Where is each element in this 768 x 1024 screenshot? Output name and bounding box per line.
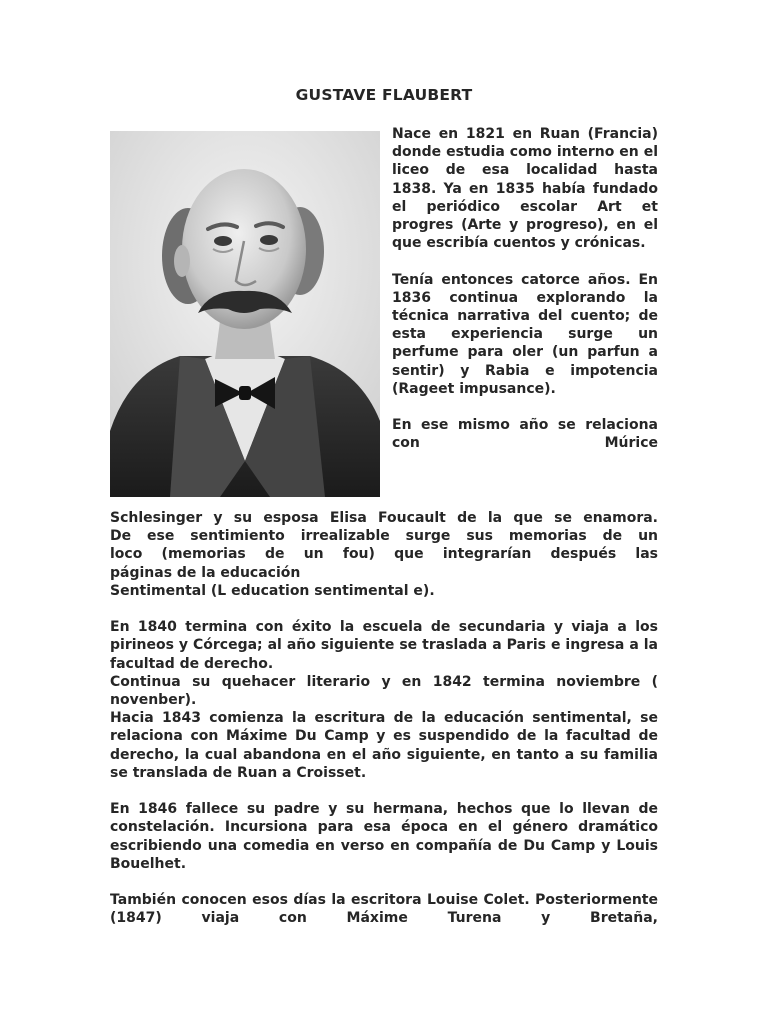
paragraph-1843: Hacia 1843 comienza la escritura de la educación sentimental, se relaciona con Máxime Du Camp y es suspendido de la facultad de derecho, la cual abandona en el año siguiente, en tanto a su familia se translada de Ruan a Croisset. <box>110 710 658 781</box>
paragraph-1842: Continua su quehacer literario y en 1842 termina noviembre ( novenber). <box>110 673 658 709</box>
relation-line: Sentimental (L education sentimental e). <box>110 582 435 599</box>
relation-line: Schlesinger y su esposa Elisa Foucault de la que se enamora. <box>110 510 658 526</box>
paragraph-1846: En 1846 fallece su padre y su hermana, hechos que lo llevan de constelación. Incursiona para esa época en el género dramático escribiendo una comedia en verso en compañía de Du Camp y Louis Bouelhet. <box>110 801 658 872</box>
paragraph-birth: Nace en 1821 en Ruan (Francia) donde estudia como interno en el liceo de esa localidad hasta 1838. Ya en 1835 había fundado el periódico escolar Art et progres (Arte y progreso), en el que escribía cuentos y crónicas. <box>392 126 658 252</box>
paragraph-relation-start: En ese mismo año se relaciona con Múrice <box>392 417 658 452</box>
portrait-photo-icon <box>110 131 380 497</box>
paragraph-colet: También conocen esos días la escritora Louise Colet. Posteriormente (1847) viaja con Máxime Turena y Bretaña, <box>110 892 658 927</box>
paragraph-fourteen: Tenía entonces catorce años. En 1836 continua explorando la técnica narrativa del cuento; de esta experiencia surge un perfume para oler (un parfun a sentir) y Rabia e impotencia (Rageet impusance). <box>392 271 658 397</box>
column-text <box>392 125 658 453</box>
relation-line: De ese sentimiento irrealizable surge sus memorias de un <box>110 528 658 545</box>
body-text <box>110 509 658 928</box>
portrait-image <box>110 131 380 497</box>
paragraph-1840: En 1840 termina con éxito la escuela de secundaria y viaja a los pirineos y Córcega; al año siguiente se traslada a Paris e ingresa a la facultad de derecho. <box>110 619 658 672</box>
relation-line: páginas de la educación <box>110 564 301 581</box>
relation-line: loco (memorias de un fou) que integrarían después las <box>110 546 658 563</box>
page-title: GUSTAVE FLAUBERT <box>295 86 473 104</box>
